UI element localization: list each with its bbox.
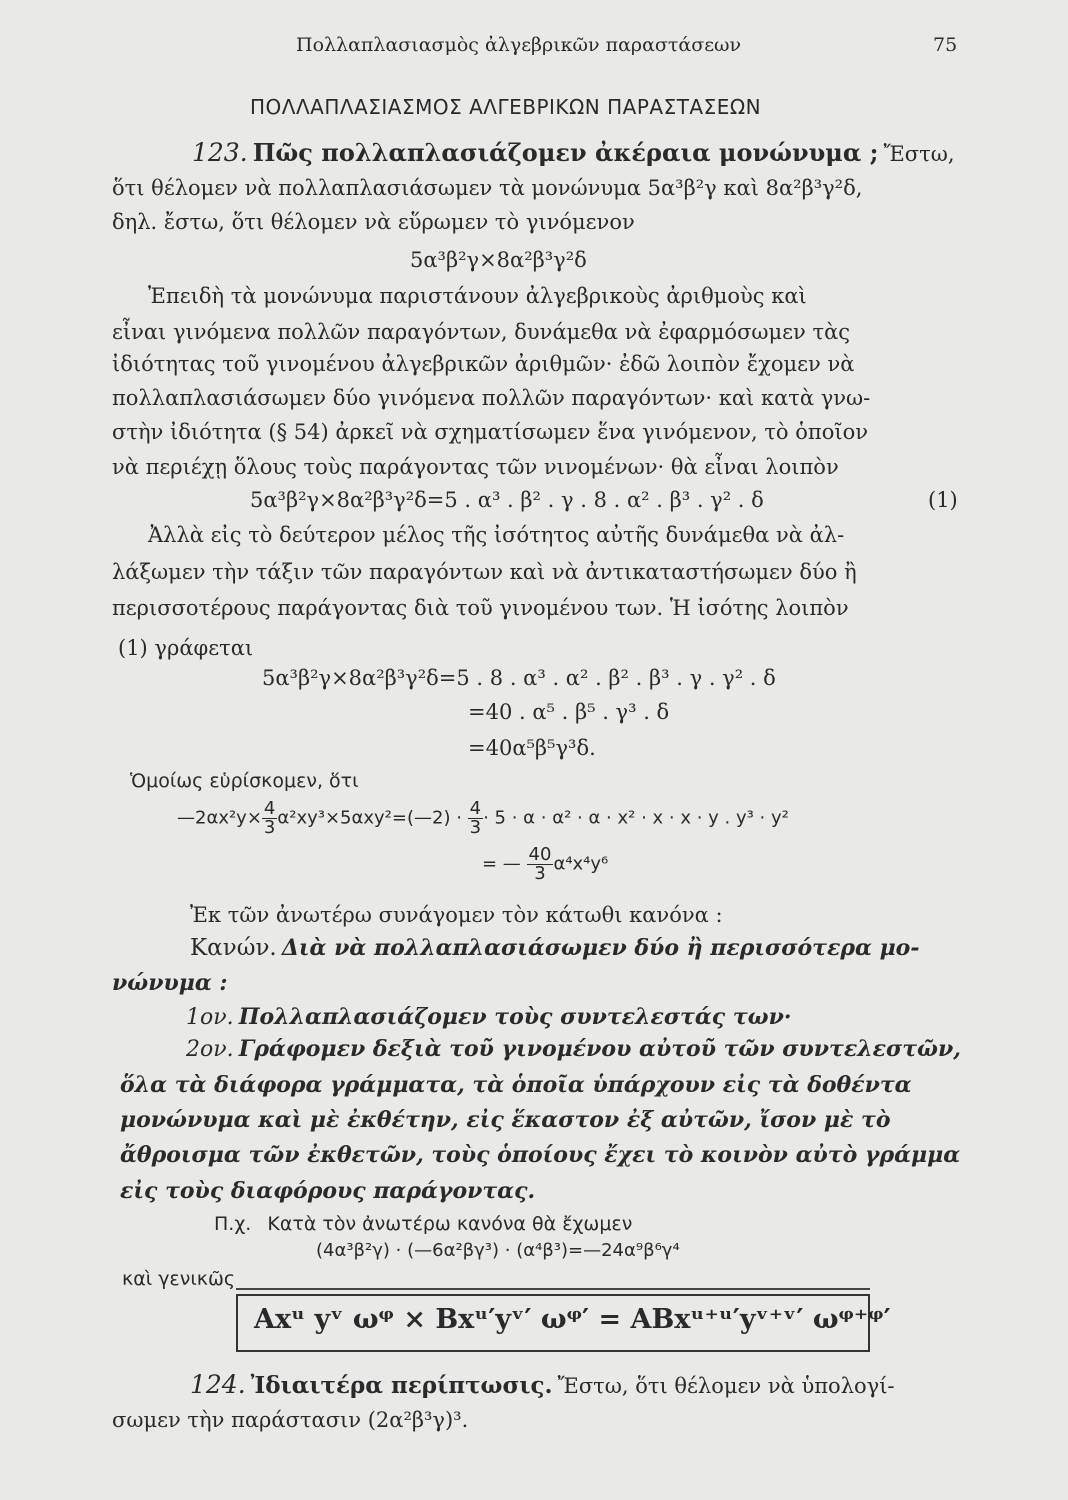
text-line: (1) γράφεται [118,636,254,660]
step-text: Πολλαπλασιάζομεν τοὺς συντελεστάς των· [238,1004,792,1030]
text-line: Ἐπειδὴ τὰ μονώνυμα παριστάνουν ἀλγεβρικοὺς ἀριθμοὺς καὶ [148,284,807,308]
fraction [468,800,483,837]
step-text: ὅλα τὰ διάφορα γράμματα, τὰ ὁποῖα ὑπάρχουν εἰς τὰ δοθέντα [120,1072,912,1098]
rule-step-2 [186,1036,961,1062]
step-text: Γράφομεν δεξιὰ τοῦ γινομένου αὐτοῦ τῶν συντελεστῶν, [238,1036,961,1062]
denominator: 3 [534,863,546,884]
formula: =40α⁵β⁵γ³δ. [468,736,596,760]
step-number: 1ον. [186,1005,234,1030]
denominator: 3 [469,817,482,838]
formula: =40 . α⁵ . β⁵ . γ³ . δ [468,700,670,724]
text-line: ὅτι θέλομεν νὰ πολλαπλασιάσωμεν τὰ μονώνυμα 5α³β²γ καὶ 8α²β³γ²δ, [112,176,863,200]
example-label: Π.χ. [214,1213,252,1235]
example-line [214,1213,632,1235]
text-line: νὰ περιέχῃ ὅλους τοὺς παράγοντας τῶν νινομένων· θὰ εἶναι λοιπὸν [112,455,839,479]
section-number: 124. [190,1370,246,1399]
formula-part: · 5 · α · α² · α · x² · x · x · y . y³ · y² [483,807,789,829]
rule-label: Κανών. [190,935,277,961]
section-title: ΠΟΛΛΑΠΛΑΣΙΑΣΜΟΣ ΑΛΓΕΒΡΙΚΩΝ ΠΑΡΑΣΤΑΣΕΩΝ [250,95,762,119]
text-line: Ἐκ τῶν ἀνωτέρω συνάγομεν τὸν κάτωθι κανόνα : [190,903,723,927]
heading-continuation: Ἔστω, ὅτι θέλομεν νὰ ὑπολογί- [557,1374,895,1398]
page-number: 75 [933,34,958,56]
formula-example [177,800,789,837]
rule-line [190,935,919,961]
formula: 5α³β²γ×8α²β³γ²δ [410,248,587,272]
formula-part: α⁴x⁴y⁶ [553,853,609,875]
rule-step-1 [186,1004,792,1030]
formula-part: —2αx²y× [177,807,262,829]
step-text: εἰς τοὺς διαφόρους παράγοντας. [120,1178,536,1204]
step-text: μονώνυμα καὶ μὲ ἐκθέτην, εἰς ἕκαστον ἐξ αὐτῶν, ἴσον μὲ τὸ [120,1107,891,1133]
text-line: λάξωμεν τὴν τάξιν τῶν παραγόντων καὶ νὰ ἀντικαταστήσωμεν δύο ἢ [112,560,857,584]
text-line: δηλ. ἔστω, ὅτι θέλομεν νὰ εὕρωμεν τὸ γινόμενον [112,210,635,234]
step-number: 2ον. [186,1037,234,1062]
rule-text: Διὰ νὰ πολλαπλασιάσωμεν δύο ἢ περισσότερα μο- [281,935,920,961]
numerator: 4 [469,798,482,819]
section-heading: Ἰδιαιτέρα περίπτωσις. [250,1372,553,1399]
heading-continuation: Ἔστω, [883,142,955,166]
step-text: ἄθροισμα τῶν ἐκθετῶν, τοὺς ὁποίους ἔχει τὸ κοινὸν αὐτὸ γράμμα [120,1142,961,1168]
example-formula: (4α³β²γ) · (—6α²βγ³) · (α⁴β³)=—24α⁹β⁶γ⁴ [316,1240,680,1261]
text-line: σωμεν τὴν παράστασιν (2α²β³γ)³. [112,1408,469,1432]
text-line: καὶ γενικῶς [122,1268,236,1290]
example-text: Κατὰ τὸν ἀνωτέρω κανόνα θὰ ἔχωμεν [267,1213,633,1235]
divider [236,1288,870,1290]
fraction [527,846,554,883]
formula-result [482,846,608,883]
formula-1: 5α³β²γ×8α²β³γ²δ=5 . α³ . β² . γ . 8 . α² . β³ . γ² . δ [250,488,764,512]
text-line: Ὁμοίως εὑρίσκομεν, ὅτι [130,770,359,792]
text-line: Ἀλλὰ εἰς τὸ δεύτερον μέλος τῆς ἰσότητος αὐτῆς δυνάμεθα νὰ ἀλ- [148,523,845,547]
text-line: ἰδιότητας τοῦ γινομένου ἀλγεβρικῶν ἀριθμῶν· ἐδῶ λοιπὸν ἔχομεν νὰ [112,352,855,376]
equation-label: (1) [928,488,958,512]
text-line: στὴν ἰδιότητα (§ 54) ἀρκεῖ νὰ σχηματίσωμεν ἕνα γινόμενον, τὸ ὁποῖον [112,420,868,444]
numerator: 4 [263,798,276,819]
rule-text: νώνυμα : [112,970,228,996]
running-title: Πολλαπλασιασμὸς ἀλγεβρικῶν παραστάσεων [296,34,742,56]
formula-part: = — [482,853,521,875]
formula: 5α³β²γ×8α²β³γ²δ=5 . 8 . α³ . α² . β² . β³ . γ . γ² . δ [262,666,776,690]
formula-part: α²xy³×5αxy²=(—2) · [277,807,462,829]
section-number: 123. [192,138,248,167]
boxed-formula: Axᵘ yᵛ ωᵠ × Bxᵘ′yᵛ′ ωᵠ′ = ABxᵘ⁺ᵘ′yᵛ⁺ᵛ′ ωᵠ⁺ᵠ′ [254,1304,891,1335]
fraction [262,800,277,837]
denominator: 3 [263,817,276,838]
text-line: περισσοτέρους παράγοντας διὰ τοῦ γινομένου των. Ἡ ἰσότης λοιπὸν [112,596,849,620]
section-123-heading [192,138,955,167]
section-124-heading [190,1370,895,1399]
text-line: πολλαπλασιάσωμεν δύο γινόμενα πολλῶν παραγόντων· καὶ κατὰ γνω- [112,386,871,410]
section-heading: Πῶς πολλαπλασιάζομεν ἀκέραια μονώνυμα ; [252,138,879,167]
text-line: εἶναι γινόμενα πολλῶν παραγόντων, δυνάμεθα νὰ ἐφαρμόσωμεν τὰς [112,320,851,344]
numerator: 40 [528,844,552,865]
